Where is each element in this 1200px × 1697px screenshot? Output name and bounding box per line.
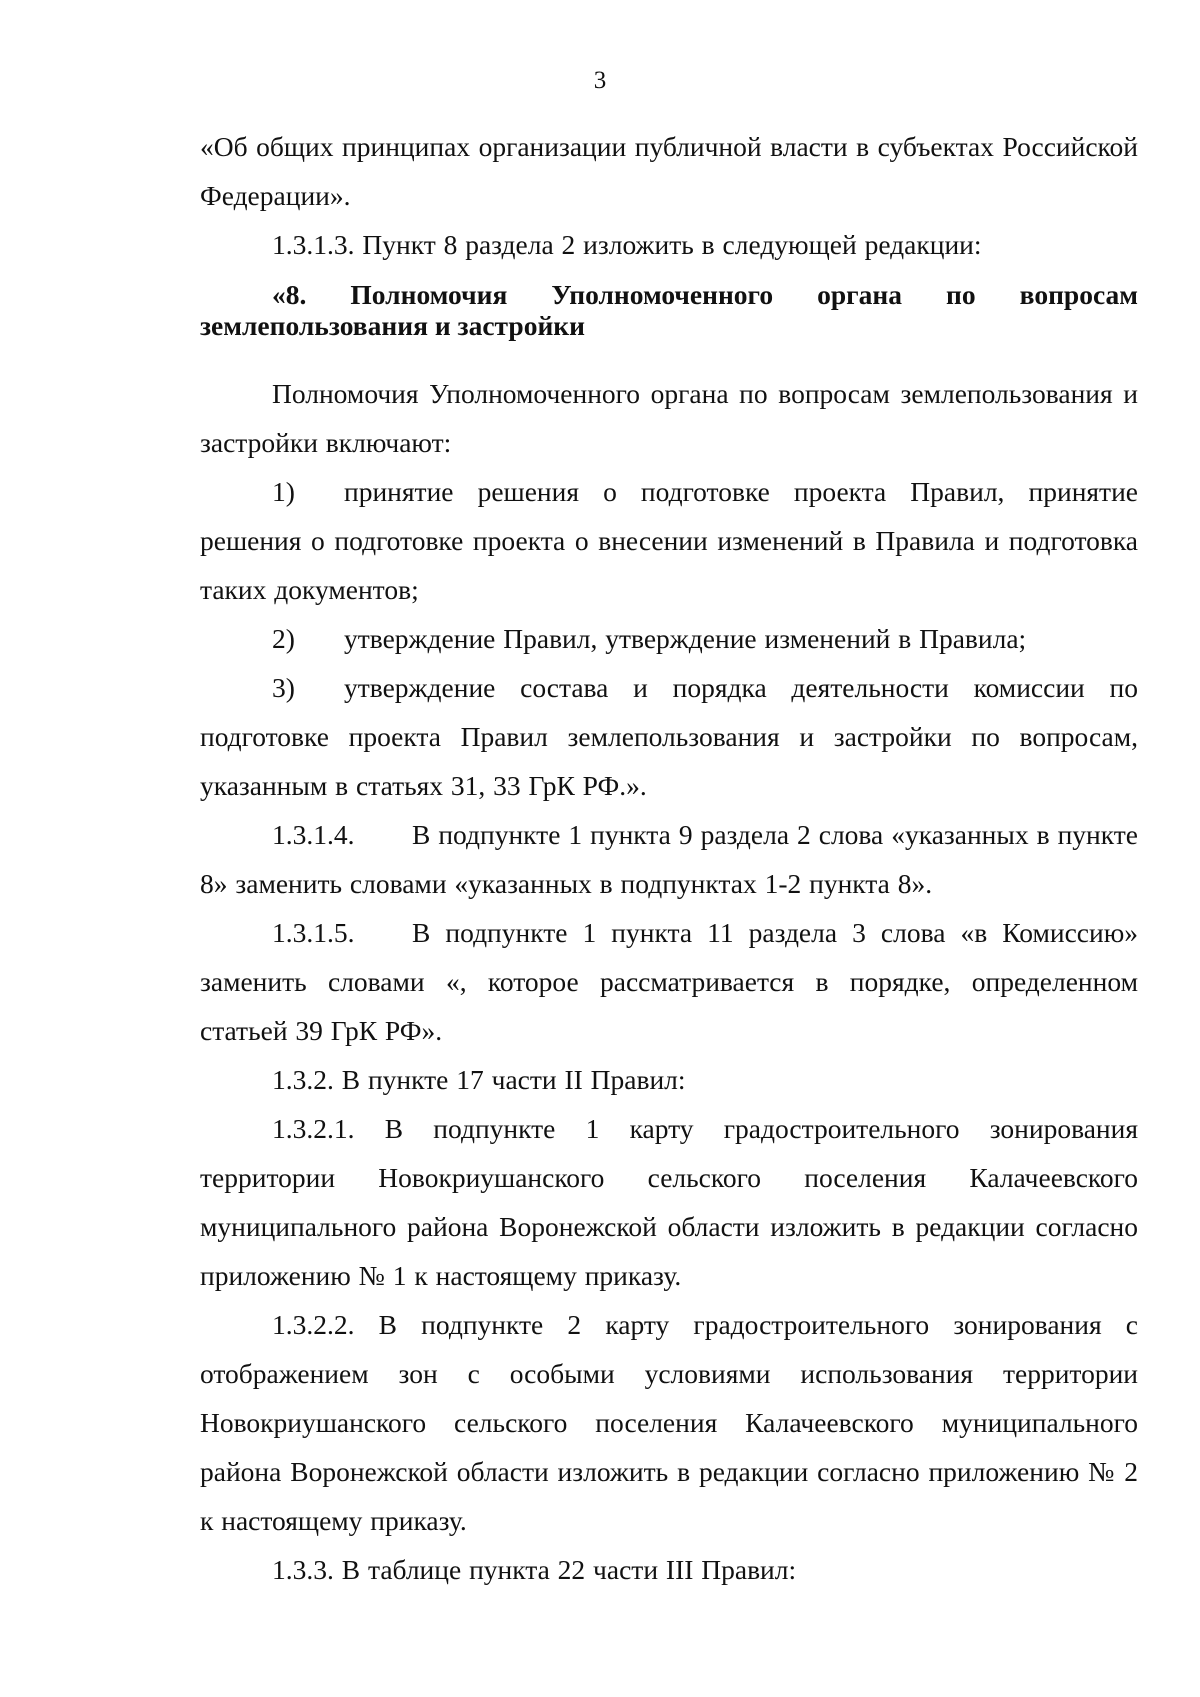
list-item-3 [200, 663, 1138, 810]
list-item-1 [200, 467, 1138, 614]
paragraph-1-3-1-5 [200, 908, 1138, 1055]
paragraph-1-3-1-3: 1.3.1.3. Пункт 8 раздела 2 изложить в следующей редакции: [272, 229, 982, 260]
paragraph-1-3-1-4-text: В подпункте 1 пункта 9 раздела 2 слова «указанных в пункте 8» заменить словами «указанных в подпунктах 1-2 пункта 8». [200, 819, 1138, 899]
list-item-2-text: утверждение Правил, утверждение изменений в Правила; [344, 623, 1027, 654]
list-item-1-number: 1) [272, 476, 295, 507]
paragraph-1-3-1-5-number: 1.3.1.5. [272, 917, 355, 948]
paragraph-continuation: «Об общих принципах организации публичной власти в субъектах Российской Федерации». [200, 131, 1138, 211]
paragraph-1-3-2: 1.3.2. В пункте 17 части II Правил: [272, 1064, 686, 1095]
paragraph-1-3-2-1: 1.3.2.1. В подпункте 1 карту градостроительного зонирования территории Новокриушанского сельского поселения Калачеевского муниципального района Воронежской области изложить в редакции согласно приложению № 1 к настоящему приказу. [200, 1113, 1138, 1291]
paragraph-1-3-2-2: 1.3.2.2. В подпункте 2 карту градостроительного зонирования с отображением зон с особыми условиями использования территории Новокриушанского сельского поселения Калачеевского муниципального района Воронежской области изложить в редакции согласно приложению № 2 к настоящему приказу. [200, 1309, 1138, 1536]
list-item-2-number: 2) [272, 623, 295, 654]
list-item-1-text: принятие решения о подготовке проекта Правил, принятие решения о подготовке проекта о внесении изменений в Правила и подготовка таких документов; [200, 476, 1138, 605]
paragraph-powers-intro: Полномочия Уполномоченного органа по вопросам землепользования и застройки включают: [200, 378, 1138, 458]
page-number: 3 [593, 67, 607, 94]
paragraph-1-3-1-4 [200, 810, 1138, 908]
paragraph-1-3-1-5-text: В подпункте 1 пункта 11 раздела 3 слова «в Комиссию» заменить словами «, которое рассматривается в порядке, определенном статьей 39 ГрК РФ». [200, 917, 1138, 1046]
paragraph-1-3-3: 1.3.3. В таблице пункта 22 части III Правил: [272, 1554, 797, 1585]
list-item-3-number: 3) [272, 672, 295, 703]
list-item-2 [200, 614, 1138, 663]
section-heading-8: «8. Полномочия Уполномоченного органа по вопросам землепользования и застройки [200, 279, 1138, 341]
document-body [200, 122, 1138, 1594]
list-item-3-text: утверждение состава и порядка деятельности комиссии по подготовке проекта Правил землепользования и застройки по вопросам, указанным в статьях 31, 33 ГрК РФ.». [200, 672, 1138, 801]
paragraph-1-3-1-4-number: 1.3.1.4. [272, 819, 355, 850]
